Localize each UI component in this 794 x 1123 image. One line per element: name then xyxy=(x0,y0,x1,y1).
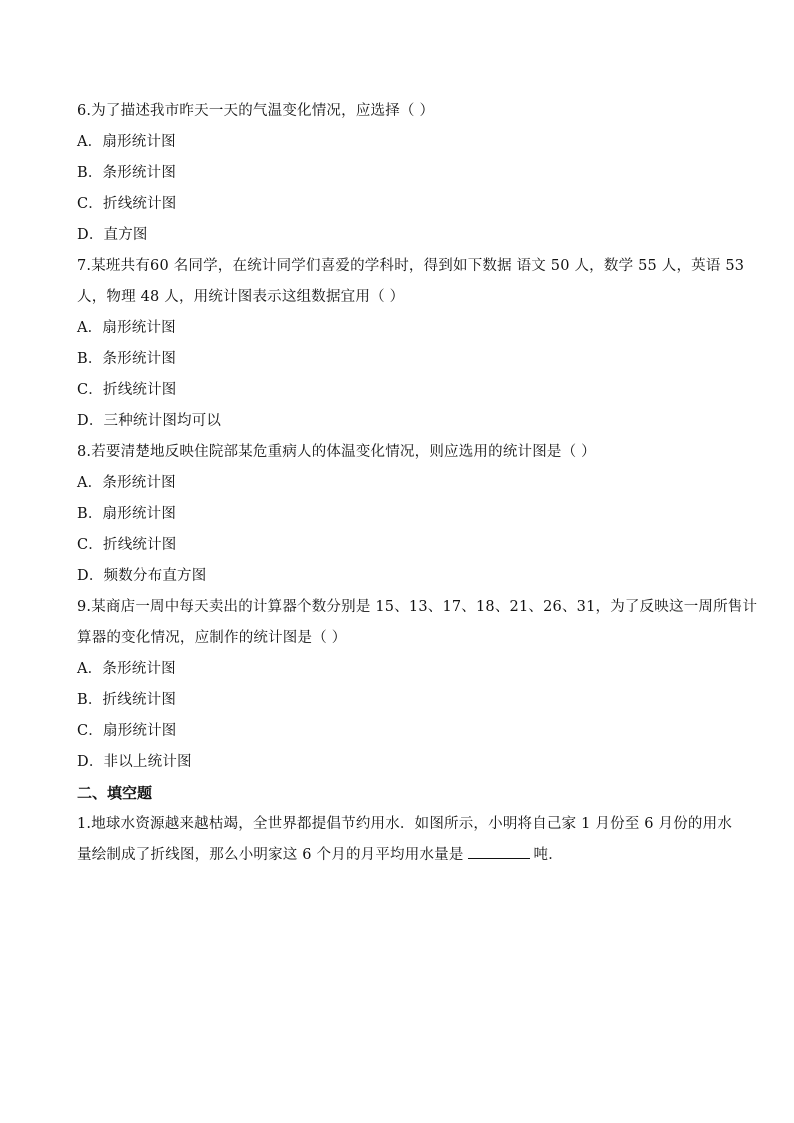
question-9-option-b: B．折线统计图 xyxy=(77,692,177,708)
question-8-option-d: D．频数分布直方图 xyxy=(77,568,207,584)
question-7-option-b: B．条形统计图 xyxy=(77,351,177,367)
question-6-option-a: A．扇形统计图 xyxy=(77,134,176,150)
question-9-option-a: A．条形统计图 xyxy=(77,661,176,677)
question-9-stem-line-1: 9.某商店一周中每天卖出的计算器个数分别是 15、13、17、18、21、26、31，为了反映这一周所售计 xyxy=(77,599,758,615)
question-7-option-c: C．折线统计图 xyxy=(77,382,177,398)
question-8-option-a: A．条形统计图 xyxy=(77,475,176,491)
question-7-option-d: D．三种统计图均可以 xyxy=(77,413,222,429)
section-fill-in-title: 二、填空题 xyxy=(77,784,153,802)
worksheet-page xyxy=(77,96,758,871)
question-7-stem-line-2: 人，物理 48 人，用统计图表示这组数据宜用（ ） xyxy=(77,289,405,305)
question-6-option-b: B．条形统计图 xyxy=(77,165,177,181)
question-9-option-d: D．非以上统计图 xyxy=(77,754,192,770)
fill-question-1-line-1: 1.地球水资源越来越枯竭，全世界都提倡节约用水．如图所示，小明将自己家 1 月份至 6 月份的用水 xyxy=(77,816,733,832)
question-9-option-c: C．扇形统计图 xyxy=(77,723,177,739)
question-8-option-b: B．扇形统计图 xyxy=(77,506,177,522)
question-7-option-a: A．扇形统计图 xyxy=(77,320,176,336)
answer-blank[interactable] xyxy=(468,844,530,859)
question-8-option-c: C．折线统计图 xyxy=(77,537,177,553)
question-8-stem: 8.若要清楚地反映住院部某危重病人的体温变化情况，则应选用的统计图是（ ） xyxy=(77,444,596,460)
fill-question-1-text-before: 量绘制成了折线图，那么小明家这 6 个月的月平均用水量是 xyxy=(77,847,464,863)
question-6-option-c: C．折线统计图 xyxy=(77,196,177,212)
question-6-stem: 6.为了描述我市昨天一天的气温变化情况，应选择（ ） xyxy=(77,103,435,119)
question-7-stem-line-1: 7.某班共有60 名同学，在统计同学们喜爱的学科时，得到如下数据 语文 50 人，数学 55 人，英语 53 xyxy=(77,258,745,274)
question-6-option-d: D．直方图 xyxy=(77,227,148,243)
fill-question-1-line-2 xyxy=(77,840,725,871)
fill-question-1-text-after: 吨． xyxy=(533,847,563,863)
question-9-stem-line-2: 算器的变化情况，应制作的统计图是（ ） xyxy=(77,630,347,646)
